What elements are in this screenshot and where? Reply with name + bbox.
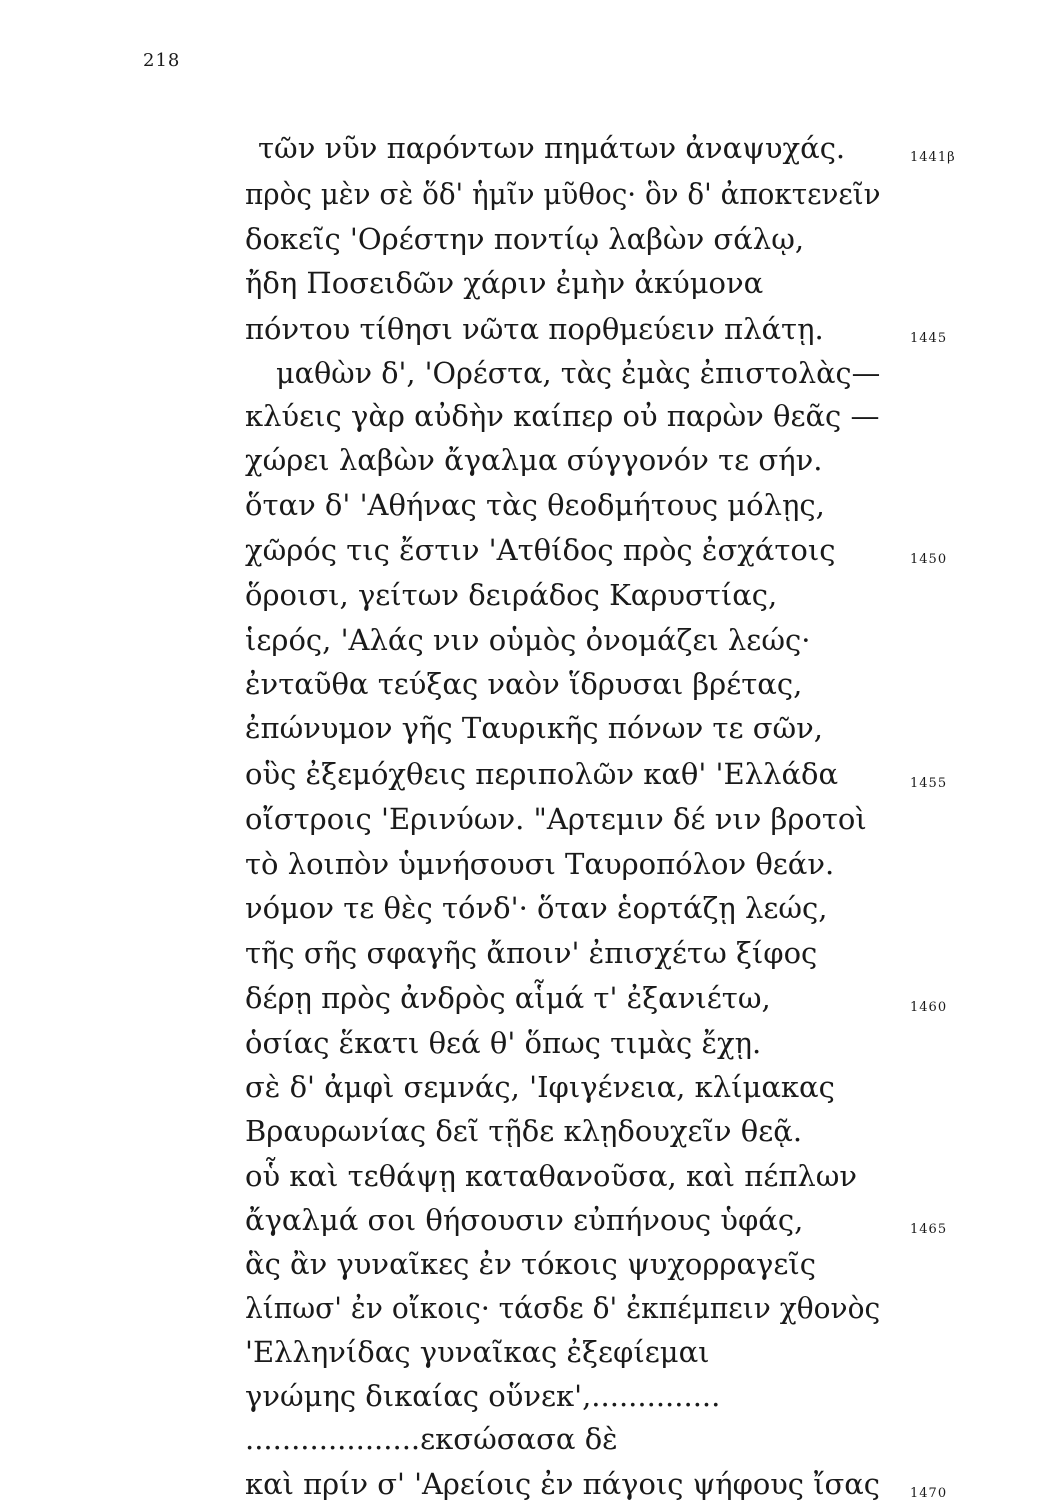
verse-line: ὁσίας ἕκατι θεά θ' ὅπως τιμὰς ἔχῃ. <box>245 1026 762 1060</box>
verse-line: ὅροισι, γείτων δειράδος Καρυστίας, <box>245 578 778 612</box>
page-number: 218 <box>143 50 181 71</box>
verse-line: μαθὼν δ', 'Ορέστα, τὰς ἐμὰς ἐπιστολὰς— <box>276 356 881 390</box>
verse-line: οὓς ἐξεμόχθεις περιπολῶν καθ' 'Ελλάδα <box>245 757 839 791</box>
verse-line: ἱερός, 'Αλάς νιν οὑμὸς ὀνομάζει λεώς· <box>245 623 811 657</box>
verse-line: ἤδη Ποσειδῶν χάριν ἐμὴν ἀκύμονα <box>245 266 764 300</box>
line-number: 1470 <box>910 1486 948 1501</box>
verse-line: νόμον τε θὲς τόνδ'· ὅταν ἑορτάζῃ λεώς, <box>245 891 828 925</box>
verse-line: ἄγαλμά σοι θήσουσιν εὐπήνους ὑφάς, <box>245 1203 804 1237</box>
verse-line: ὅταν δ' 'Αθήνας τὰς θεοδμήτους μόλῃς, <box>245 488 825 522</box>
verse-line: κλύεις γὰρ αὐδὴν καίπερ οὐ παρὼν θεᾶς — <box>245 399 880 433</box>
verse-line: οὗ καὶ τεθάψῃ καταθανοῦσα, καὶ πέπλων <box>245 1159 858 1193</box>
verse-line: τῆς σῆς σφαγῆς ἄποιν' ἐπισχέτω ξίφος <box>245 936 818 970</box>
verse-line: Βραυρωνίας δεῖ τῇδε κλῃδουχεῖν θεᾷ. <box>245 1114 803 1148</box>
verse-line: χῶρός τις ἔστιν 'Ατθίδος πρὸς ἐσχάτοις <box>245 533 836 567</box>
verse-line: ...................εκσώσασα δὲ <box>245 1422 618 1456</box>
line-number: 1460 <box>910 1000 948 1015</box>
line-number: 1465 <box>910 1222 948 1237</box>
verse-line: πόντου τίθησι νῶτα πορθμεύειν πλάτῃ. <box>245 312 824 346</box>
verse-line: 'Ελληνίδας γυναῖκας ἐξεφίεμαι <box>245 1335 710 1369</box>
line-number: 1455 <box>910 776 948 791</box>
verse-line: σὲ δ' ἀμφὶ σεμνάς, 'Ιφιγένεια, κλίμακας <box>245 1070 835 1104</box>
verse-line: ἐνταῦθα τεύξας ναὸν ἵδρυσαι βρέτας, <box>245 667 803 701</box>
verse-line: λίπωσ' ἐν οἴκοις· τάσδε δ' ἐκπέμπειν χθονὸς <box>245 1291 881 1325</box>
verse-line: τῶν νῦν παρόντων πημάτων ἀναψυχάς. <box>258 131 846 165</box>
verse-line: χώρει λαβὼν ἄγαλμα σύγγονόν τε σήν. <box>245 443 823 477</box>
verse-line: δέρῃ πρὸς ἀνδρὸς αἷμά τ' ἐξανιέτω, <box>245 981 771 1015</box>
verse-line: δοκεῖς 'Ορέστην ποντίῳ λαβὼν σάλῳ, <box>245 222 805 256</box>
verse-line: ἃς ἂν γυναῖκες ἐν τόκοις ψυχορραγεῖς <box>245 1247 817 1281</box>
verse-line: τὸ λοιπὸν ὑμνήσουσι Ταυροπόλον θεάν. <box>245 847 835 881</box>
verse-line: οἴστροις 'Ερινύων. "Αρτεμιν δέ νιν βροτοὶ <box>245 802 867 836</box>
line-number: 1450 <box>910 552 948 567</box>
line-number: 1441β <box>910 150 956 165</box>
line-number: 1445 <box>910 331 948 346</box>
verse-line: ἐπώνυμον γῆς Ταυρικῆς πόνων τε σῶν, <box>245 711 824 745</box>
verse-line: καὶ πρίν σ' 'Αρείοις ἐν πάγοις ψήφους ἴσας <box>245 1467 880 1501</box>
verse-line: γνώμης δικαίας οὕνεκ',.............. <box>245 1379 721 1413</box>
verse-line: πρὸς μὲν σὲ ὅδ' ἡμῖν μῦθος· ὃν δ' ἀποκτενεῖν <box>245 177 881 211</box>
